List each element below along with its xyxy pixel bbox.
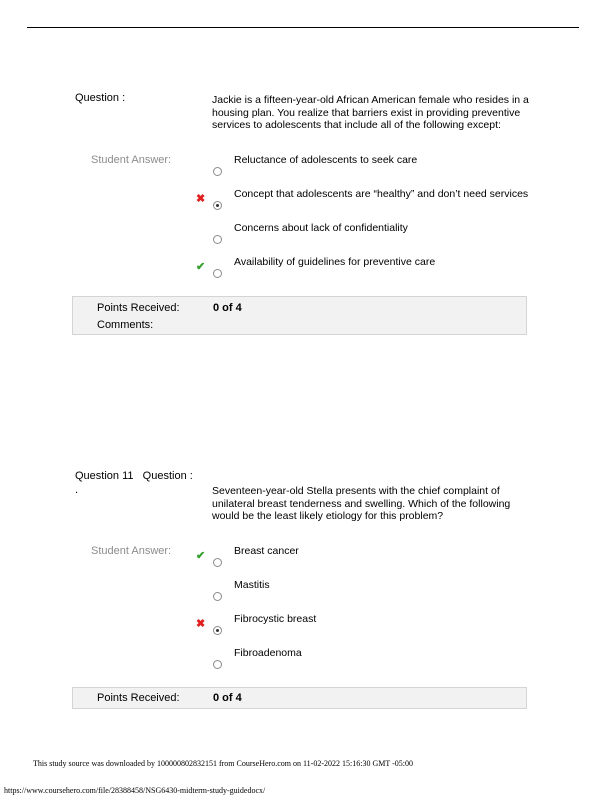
option-text: Availability of guidelines for preventive care xyxy=(234,256,436,268)
incorrect-icon: ✖ xyxy=(196,618,206,630)
question-label: Question 11 Question : xyxy=(75,470,193,482)
option-text: Concerns about lack of confidentiality xyxy=(234,222,408,234)
option-text: Mastitis xyxy=(234,579,270,591)
top-divider xyxy=(27,27,579,28)
correct-icon: ✔ xyxy=(196,550,206,562)
option-radio[interactable] xyxy=(213,660,222,669)
option-text: Breast cancer xyxy=(234,545,299,557)
option-radio-selected[interactable] xyxy=(213,626,222,635)
option-text: Reluctance of adolescents to seek care xyxy=(234,154,418,166)
correct-icon: ✔ xyxy=(196,261,206,273)
option-text: Concept that adolescents are “healthy” and don’t need services xyxy=(234,188,529,200)
points-box xyxy=(72,687,527,709)
source-url[interactable]: https://www.coursehero.com/file/28388458/NSG6430-midterm-study-guidedocx/ xyxy=(4,786,266,795)
option-radio[interactable] xyxy=(213,167,222,176)
option-radio[interactable] xyxy=(213,592,222,601)
option-radio[interactable] xyxy=(213,558,222,567)
student-answer-label: Student Answer: xyxy=(91,545,172,557)
points-value: 0 of 4 xyxy=(213,692,242,704)
option-text: Fibrocystic breast xyxy=(234,613,317,625)
download-note: This study source was downloaded by 100000802832151 from CourseHero.com on 11-02-2022 15:16:30 GMT -05:00 xyxy=(33,759,413,768)
question-text: Seventeen-year-old Stella presents with the chief complaint of unilateral breast tenderness and swelling. Which of the following would be the least likely etiology for this problem? xyxy=(212,485,511,522)
question-sub-label: . xyxy=(75,484,79,496)
option-radio[interactable] xyxy=(213,235,222,244)
points-received-label: Points Received: xyxy=(97,692,180,704)
incorrect-icon: ✖ xyxy=(196,193,206,205)
option-text: Fibroadenoma xyxy=(234,647,302,659)
question-label: Question : xyxy=(75,92,126,104)
points-value: 0 of 4 xyxy=(213,302,242,314)
comments-label: Comments: xyxy=(97,319,154,331)
student-answer-label: Student Answer: xyxy=(91,154,172,166)
question-text: Jackie is a fifteen-year-old African American female who resides in a housing plan. You realize that barriers exist in providing preventive services to adolescents that include all of the following except: xyxy=(212,94,529,131)
points-box xyxy=(72,296,527,335)
points-received-label: Points Received: xyxy=(97,302,180,314)
option-radio-selected[interactable] xyxy=(213,201,222,210)
option-radio[interactable] xyxy=(213,269,222,278)
